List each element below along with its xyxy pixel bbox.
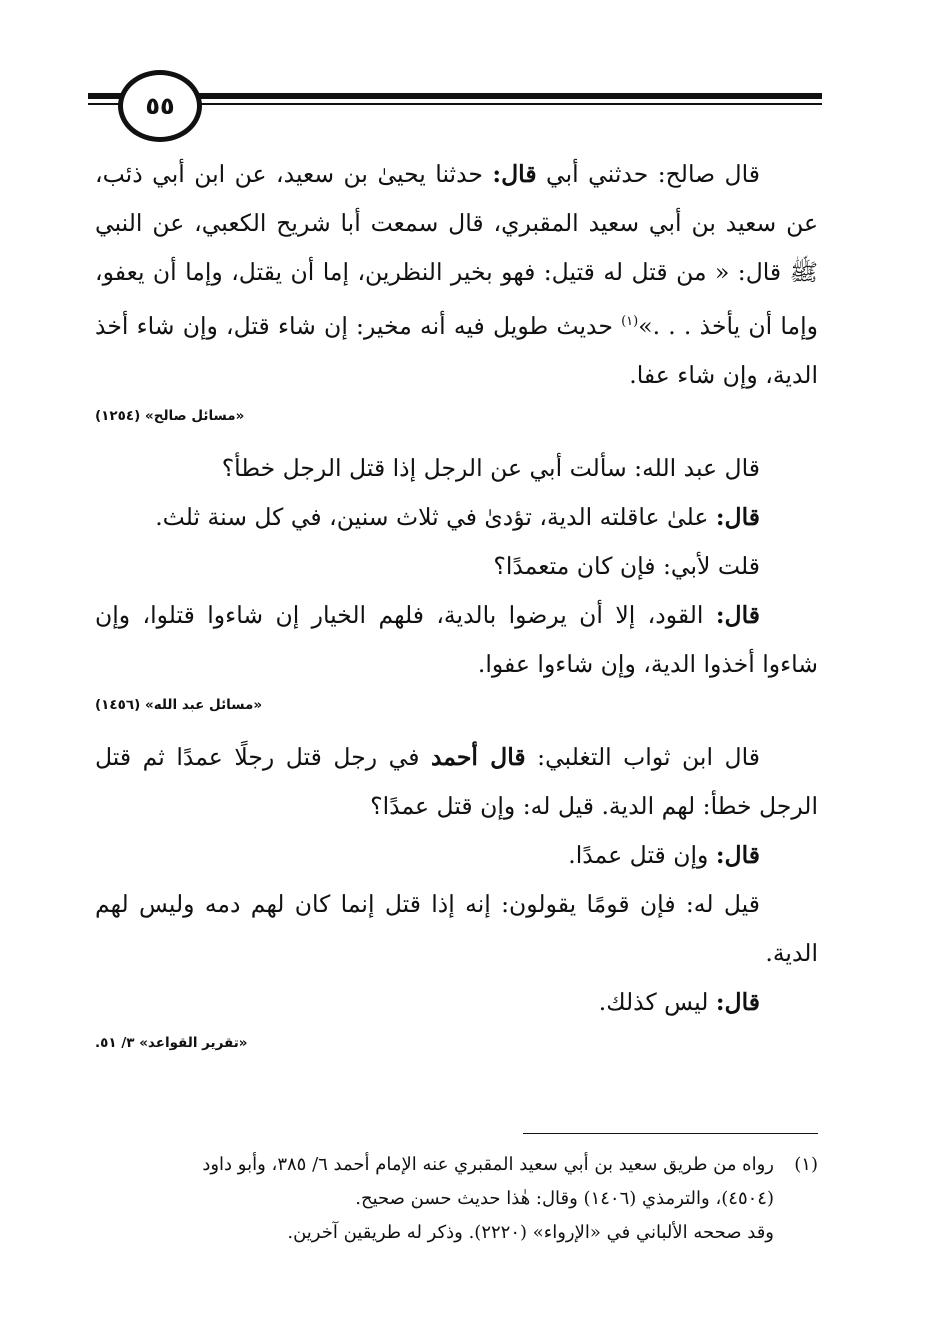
footnote-line-1 [95,1148,818,1182]
bold-qala: قال: [715,600,760,629]
text-run: وإن قتل عمدًا. [568,840,716,869]
footnote-number: (١) [794,1154,818,1175]
footnote-line-3: وقد صححه الألباني في «الإرواء» (٢٢٢٠). وذكر له طريقين آخرين. [287,1222,774,1243]
text-run: القود، إلا أن يرضوا بالدية، فلهم الخيار إن شاءوا قتلوا، وإن شاءوا أخذوا الدية، وإن شاءوا عفوا. [95,600,818,678]
reference-text: «تقرير القواعد» ٣/ ٥١. [95,1034,248,1051]
answer-abdullah-1 [95,493,818,542]
question-mutaammid: قلت لأبي: فإن كان متعمدًا؟ [493,551,760,580]
footnote-marker[interactable]: (١) [621,314,639,329]
question-abdullah: قال عبد الله: سألت أبي عن الرجل إذا قتل الرجل خطأ؟ [221,453,760,482]
text-run: قال صالح: حدثني أبي [536,160,760,188]
reference-text: «مسائل صالح» (١٢٥٤) [95,407,245,424]
bold-qala: قال: [715,840,760,869]
text-run: علىٰ عاقلته الدية، تؤدىٰ في ثلاث سنين، في كل سنة ثلث. [155,502,716,531]
footnote-separator [523,1133,818,1134]
page-number-badge [118,70,202,142]
text-run: حديث طويل فيه أنه مخير: إن شاء قتل، وإن شاء أخذ الدية، وإن شاء عفا. [95,311,818,389]
bold-qala: قال: [715,502,760,531]
footnote-line-2: (٤٥٠٤)، والترمذي (١٤٠٦) وقال: هٰذا حديث حسن صحيح. [355,1188,774,1209]
paragraph-ibn-thawab [95,733,818,831]
paragraph-saleh [95,150,818,400]
footnote-text: رواه من طريق سعيد بن أبي سعيد المقبري عنه الإمام أحمد ٦/ ٣٨٥، وأبو داود [202,1154,774,1175]
text-run: حدثنا يحيىٰ بن سعيد، عن ابن أبي ذئب، عن سعيد بن أبي سعيد المقبري، قال سمعت أبا شريح الكعبي، عن النبي ﷺ قال: « من قتل له قتيل: فهو بخير النظرين، إما أن يقتل، وإما أن يعفو، وإما أن يأخذ . . .» [95,160,818,340]
reference-text: «مسائل عبد الله» (١٤٥٦) [95,696,263,713]
bold-qala-ahmad: قال أحمد [430,742,526,771]
text-run: في رجل قتل رجلًا عمدًا ثم قتل الرجل خطأ: لهم الدية. قيل له: وإن قتل عمدًا؟ [95,742,818,820]
answer-ibn-thawab-1 [95,831,818,880]
main-text [95,150,818,1071]
footnotes [95,1148,818,1250]
bold-qala: قال: [715,987,760,1016]
text-run: قال ابن ثواب التغلبي: [525,742,760,771]
source-reference-1 [95,408,818,430]
source-reference-2 [95,697,818,719]
page-number: ٥٥ [145,92,175,120]
bold-qala: قال: [492,160,537,188]
answer-ibn-thawab-2 [95,978,818,1027]
answer-abdullah-2 [95,591,818,689]
source-reference-3 [95,1035,818,1057]
question-qawm: قيل له: فإن قومًا يقولون: إنه إذا قتل إنما كان لهم دمه وليس لهم الدية. [95,889,818,967]
text-run: ليس كذلك. [598,987,716,1016]
